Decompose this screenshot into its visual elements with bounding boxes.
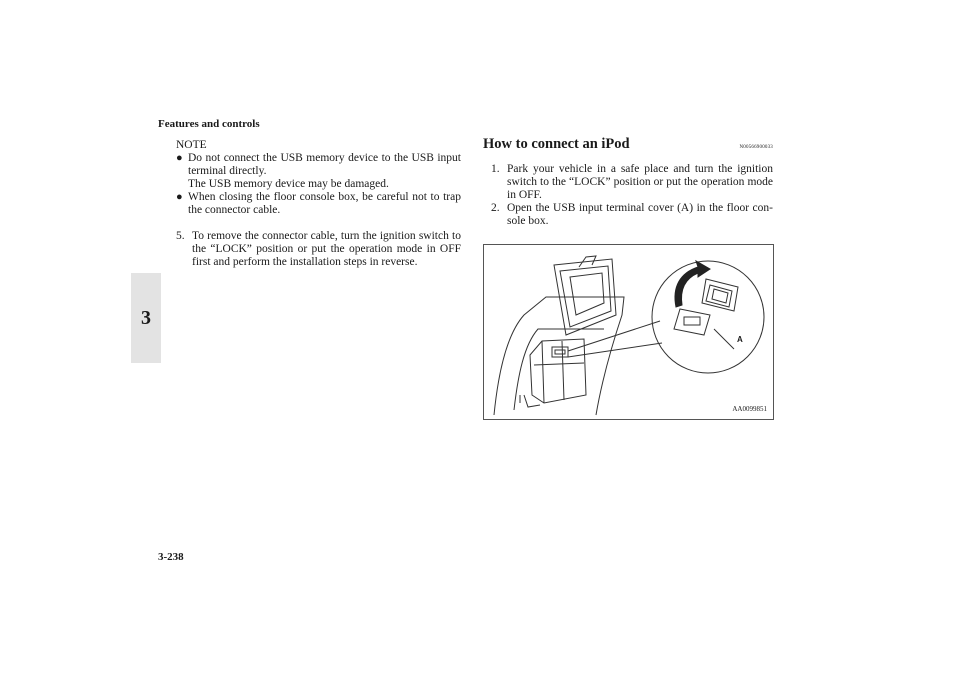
step-text: Park your vehicle in a safe place and turn the ignition switch to the “LOCK” position or put the operation mode in OFF. [507, 163, 773, 201]
section-title: Features and controls [158, 118, 260, 130]
heading-row [483, 138, 773, 158]
left-column [176, 139, 461, 269]
step-number: 2. [491, 202, 500, 214]
bullet-dot-icon: ● [176, 191, 183, 203]
console-drawing [484, 245, 773, 419]
note-bullet [176, 152, 461, 191]
bullet-dot-icon: ● [176, 152, 183, 164]
console-illustration [483, 244, 774, 420]
step-text: Open the USB input terminal cover (A) in the floor con-sole box. [507, 202, 773, 227]
section-heading: How to connect an iPod [483, 136, 630, 152]
right-column [483, 138, 773, 228]
note-bullet-text: When closing the floor console box, be careful not to trap the connector cable. [188, 191, 461, 216]
note-bullet-text: Do not connect the USB memory device to the USB input terminal directly. [188, 152, 461, 177]
page-number: 3-238 [158, 551, 184, 563]
step-list [491, 163, 773, 228]
step-item [176, 230, 461, 269]
note-label: NOTE [176, 139, 207, 151]
step-text: To remove the connector cable, turn the ignition switch to the “LOCK” position or put the operation mode in OFF first and perform the installation steps in reverse. [192, 230, 461, 268]
step-number: 5. [176, 230, 185, 242]
step-item [491, 202, 773, 228]
note-bullet [176, 191, 461, 217]
chapter-tab: 3 [131, 273, 161, 363]
figure-code: AA0099851 [732, 405, 767, 413]
section-code: N00566900033 [739, 145, 773, 150]
step-number: 1. [491, 163, 500, 175]
step-item [491, 163, 773, 202]
note-bullet-subtext: The USB memory device may be damaged. [188, 178, 389, 190]
figure-label-a: A [737, 335, 743, 344]
